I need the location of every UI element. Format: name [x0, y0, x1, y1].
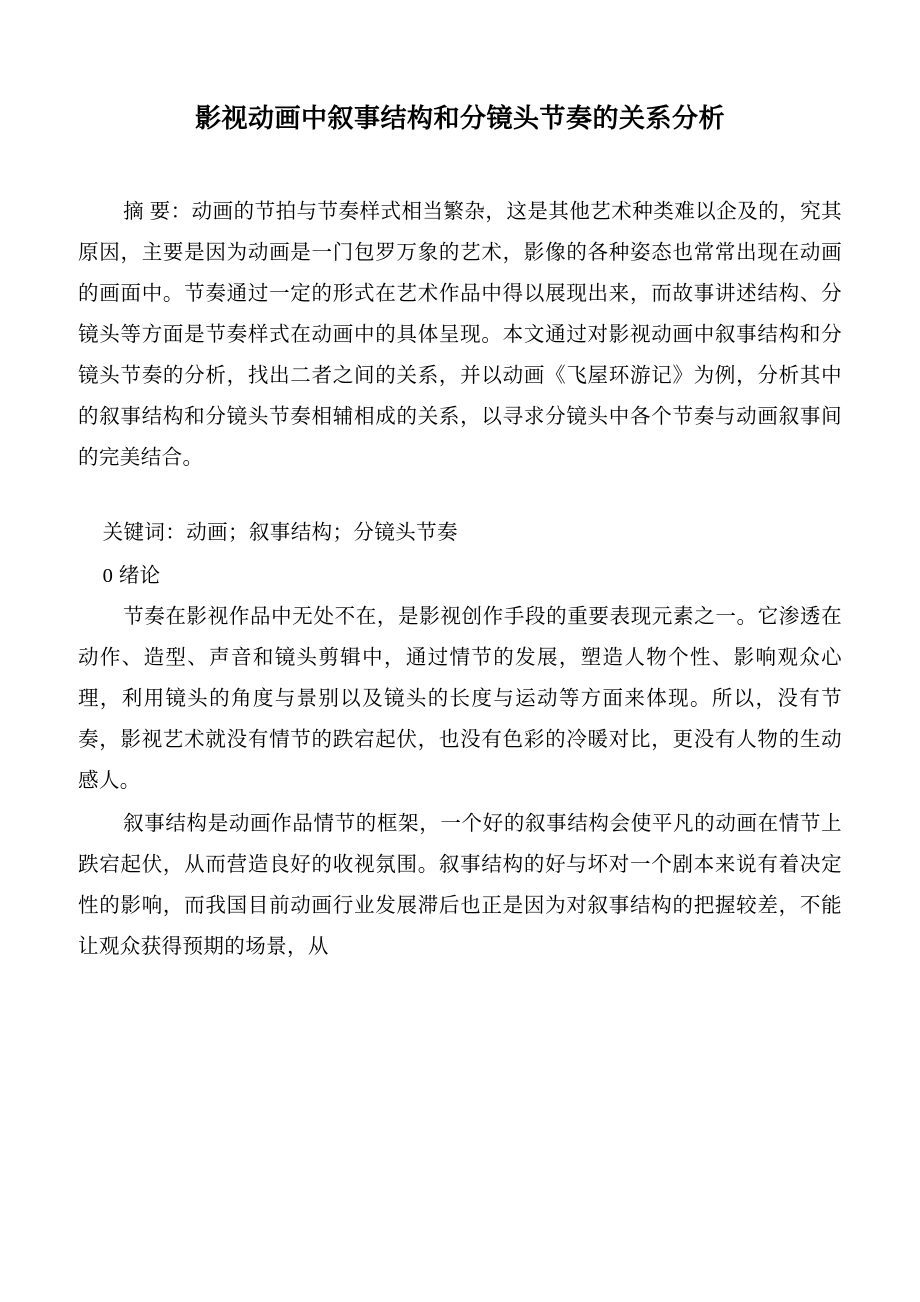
body-paragraph-2: 叙事结构是动画作品情节的框架，一个好的叙事结构会使平凡的动画在情节上跌宕起伏，从而营造良好的收视氛围。叙事结构的好与坏对一个剧本来说有着决定性的影响，而我国目前动画行业发展滞后也正是因为对叙事结构的把握较差，不能让观众获得预期的场景，从 — [78, 813, 842, 959]
abstract-paragraph: 摘 要：动画的节拍与节奏样式相当繁杂，这是其他艺术种类难以企及的，究其原因，主要是因为动画是一门包罗万象的艺术，影像的各种姿态也常常出现在动画的画面中。节奏通过一定的形式在艺术作品中得以展现出来，而故事讲述结构、分镜头等方面是节奏样式在动画中的具体呈现。本文通过对影视动画中叙事结构和分镜头节奏的分析，找出二者之间的关系，并以动画《飞屋环游记》为例，分析其中的叙事结构和分镜头节奏相辅相成的关系，以寻求分镜头中各个节奏与动画叙事间的完美结合。 — [78, 201, 842, 470]
keywords-line: 关键词：动画；叙事结构；分镜头节奏 — [102, 522, 458, 545]
body-paragraph-1: 节奏在影视作品中无处不在，是影视创作手段的重要表现元素之一。它渗透在动作、造型、声音和镜头剪辑中，通过情节的发展，塑造人物个性、影响观众心理，利用镜头的角度与景别以及镜头的长度与运动等方面来体现。所以，没有节奏，影视艺术就没有情节的跌宕起伏，也没有色彩的冷暖对比，更没有人物的生动感人。 — [78, 606, 842, 793]
page-title: 影视动画中叙事结构和分镜头节奏的关系分析 — [194, 103, 725, 133]
section-heading: 0 绪论 — [102, 565, 161, 588]
